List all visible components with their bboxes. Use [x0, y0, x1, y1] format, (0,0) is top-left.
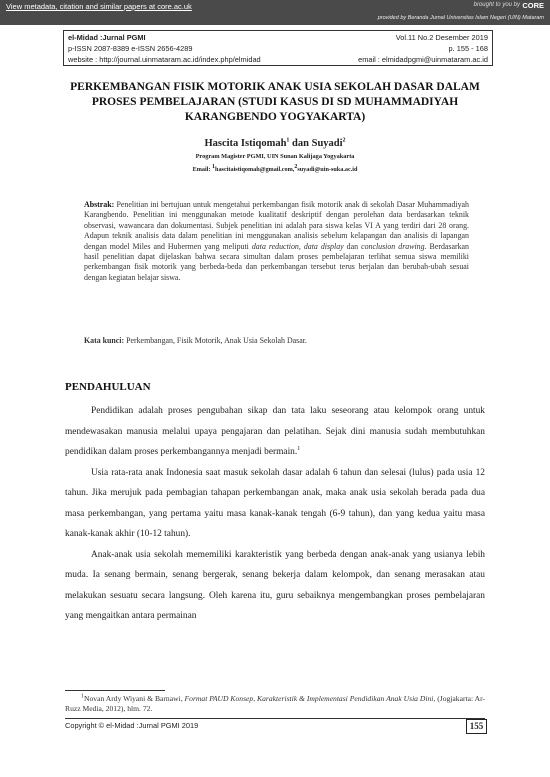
- paragraph-2: Usia rata-rata anak Indonesia saat masuk sekolah dasar adalah 6 tahun dan selesai (lulus) pada usia 12 tahun. Jika merujuk pada pembagian tahapan perkembangan anak, maka anak usia sekolah berada pada dua masa perkembangan, yang pertama yaitu masa kanak-kanak tengah (6-9 tahun), dan yang kedua yaitu masa kanak-kanak akhir (10-12 tahun).: [65, 467, 485, 539]
- email-sup-1: 1: [212, 163, 215, 170]
- keywords-label: Kata kunci:: [84, 336, 125, 345]
- abstract-text-3: Berdasarkan hasil penelitian dapat dijelaskan bahwa secara simultan dalam proses pembelajaran terlihat semua siswa memiliki perkembangan fisik motorik yang berbeda-beda dan perkembangan tersebut terus berjalan dan berubah-ubah sesuai dengan kegiatan belajar siswa.: [84, 241, 469, 282]
- footnote-italic: Format PAUD Konsep, Karakteristik & Implementasi Pendidikan Anak Usia Dini,: [184, 694, 436, 703]
- abstract-label: Abstrak:: [84, 200, 115, 209]
- abstract-italic-2: conclusion drawing.: [361, 241, 427, 251]
- journal-pages: p. 155 - 168: [448, 44, 488, 53]
- journal-volume: Vol.11 No.2 Desember 2019: [395, 33, 488, 42]
- abstract: [84, 200, 469, 283]
- provided-by-text[interactable]: provided by Beranda Jurnal Universitas Islam Negeri (UIN) Mataram: [377, 15, 544, 21]
- metadata-link[interactable]: View metadata, citation and similar papers at core.ac.uk: [6, 2, 192, 11]
- author-1-sup: 1: [286, 137, 290, 144]
- core-banner: [0, 0, 550, 25]
- author-2: Suyadi: [311, 138, 343, 149]
- author-1: Hascita Istiqomah: [204, 138, 287, 149]
- footnote-text-1: Novan Ardy Wiyani & Barnawi,: [84, 694, 185, 703]
- email-2[interactable]: suyadi@uin-suka.ac.id: [297, 166, 358, 173]
- paragraph-1: [65, 401, 485, 463]
- footnote: [65, 694, 485, 714]
- journal-header-box: [63, 30, 493, 66]
- page-number: 155: [466, 719, 487, 734]
- core-logo[interactable]: CORE: [522, 1, 544, 10]
- footer-divider: [65, 718, 485, 719]
- email-sup-2: 2: [294, 163, 298, 170]
- section-heading: PENDAHULUAN: [65, 381, 151, 393]
- authors: [60, 138, 490, 149]
- journal-name: el-Midad :Jurnal PGMI: [68, 33, 146, 42]
- email-1[interactable]: hascitaistiqomah@gmail.com,: [215, 166, 295, 173]
- paper-title: PERKEMBANGAN FISIK MOTORIK ANAK USIA SEKOLAH DASAR DALAM PROSES PEMBELAJARAN (STUDI KASUS DI SD MUHAMMADIYAH KARANGBENDO YOGYAKARTA): [70, 81, 480, 123]
- author-2-sup: 2: [342, 137, 346, 144]
- journal-row-1: [68, 32, 488, 43]
- journal-website[interactable]: website : http://journal.uinmataram.ac.id/index.php/elmidad: [68, 55, 261, 64]
- journal-issn: p-ISSN 2087-8389 e-ISSN 2656-4289: [68, 44, 193, 53]
- abstract-text-1: Penelitian ini bertujuan untuk mengetahui perkembangan fisik motorik anak di sekolah Dasar Muhammadiyah Karangbendo. Penelitian ini menggunakan metode kualitatif deskriptif dengan perolehan data berdasarkan teknik observasi, wawancara dan dokumentasi. Subjek penelitian ini adalah para siswa kelas VI A yang terdiri dari 28 orang. Adapun teknik analisis data dalam penelitian ini menggunakan analisis sebelum kelapangan dan analisis di lapangan dengan model Miles and Hubermen yang meliputi: [84, 200, 469, 251]
- footnote-number: 1: [81, 693, 84, 700]
- keywords-text: Perkembangan, Fisik Motorik, Anak Usia Sekolah Dasar.: [124, 336, 307, 345]
- journal-row-3: [68, 54, 488, 65]
- brought-by-text: brought to you by: [473, 2, 520, 8]
- author-separator: dan: [289, 138, 312, 149]
- copyright: Copyright © el-Midad :Jurnal PGMI 2019: [65, 721, 199, 730]
- journal-row-2: [68, 43, 488, 54]
- keywords: [84, 336, 469, 346]
- body-text: [65, 401, 485, 627]
- email-prefix: Email:: [192, 166, 212, 173]
- footnote-ref-1[interactable]: 1: [297, 445, 301, 452]
- abstract-text-2: dan: [343, 241, 362, 251]
- footnote-text-2: (Jogjakarta: Ar-Ruzz Media, 2012), hlm. 72.: [65, 694, 485, 713]
- abstract-italic-1: data reduction, data display: [251, 241, 344, 251]
- journal-email[interactable]: email : elmidadpgmi@uinmataram.ac.id: [358, 55, 488, 64]
- author-emails: [60, 163, 490, 173]
- footnote-divider: [65, 690, 165, 691]
- paragraph-3: Anak-anak usia sekolah mememiliki karakteristik yang berbeda dengan anak-anak yang usianya lebih muda. Ia senang bermain, senang bergerak, senang bekerja dalam kelompok, dan senang merasakan atau melakukan sesuatu secara langsung. Oleh karena itu, guru sebaiknya mengembangkan proses pembelajaran yang mengaitkan antara permainan: [65, 549, 485, 621]
- paragraph-1-text: Pendidikan adalah proses pengubahan sikap dan tata laku seseorang atau kelompok orang untuk mendewasakan manusia melalui upaya pengajaran dan pelatihan. Sejak dini manusia sudah membutuhkan pendidikan dalam proses perkembangannya menjadi bermain.: [65, 406, 485, 457]
- affiliation: Program Magister PGMI, UIN Sunan Kalijaga Yogyakarta: [195, 153, 355, 160]
